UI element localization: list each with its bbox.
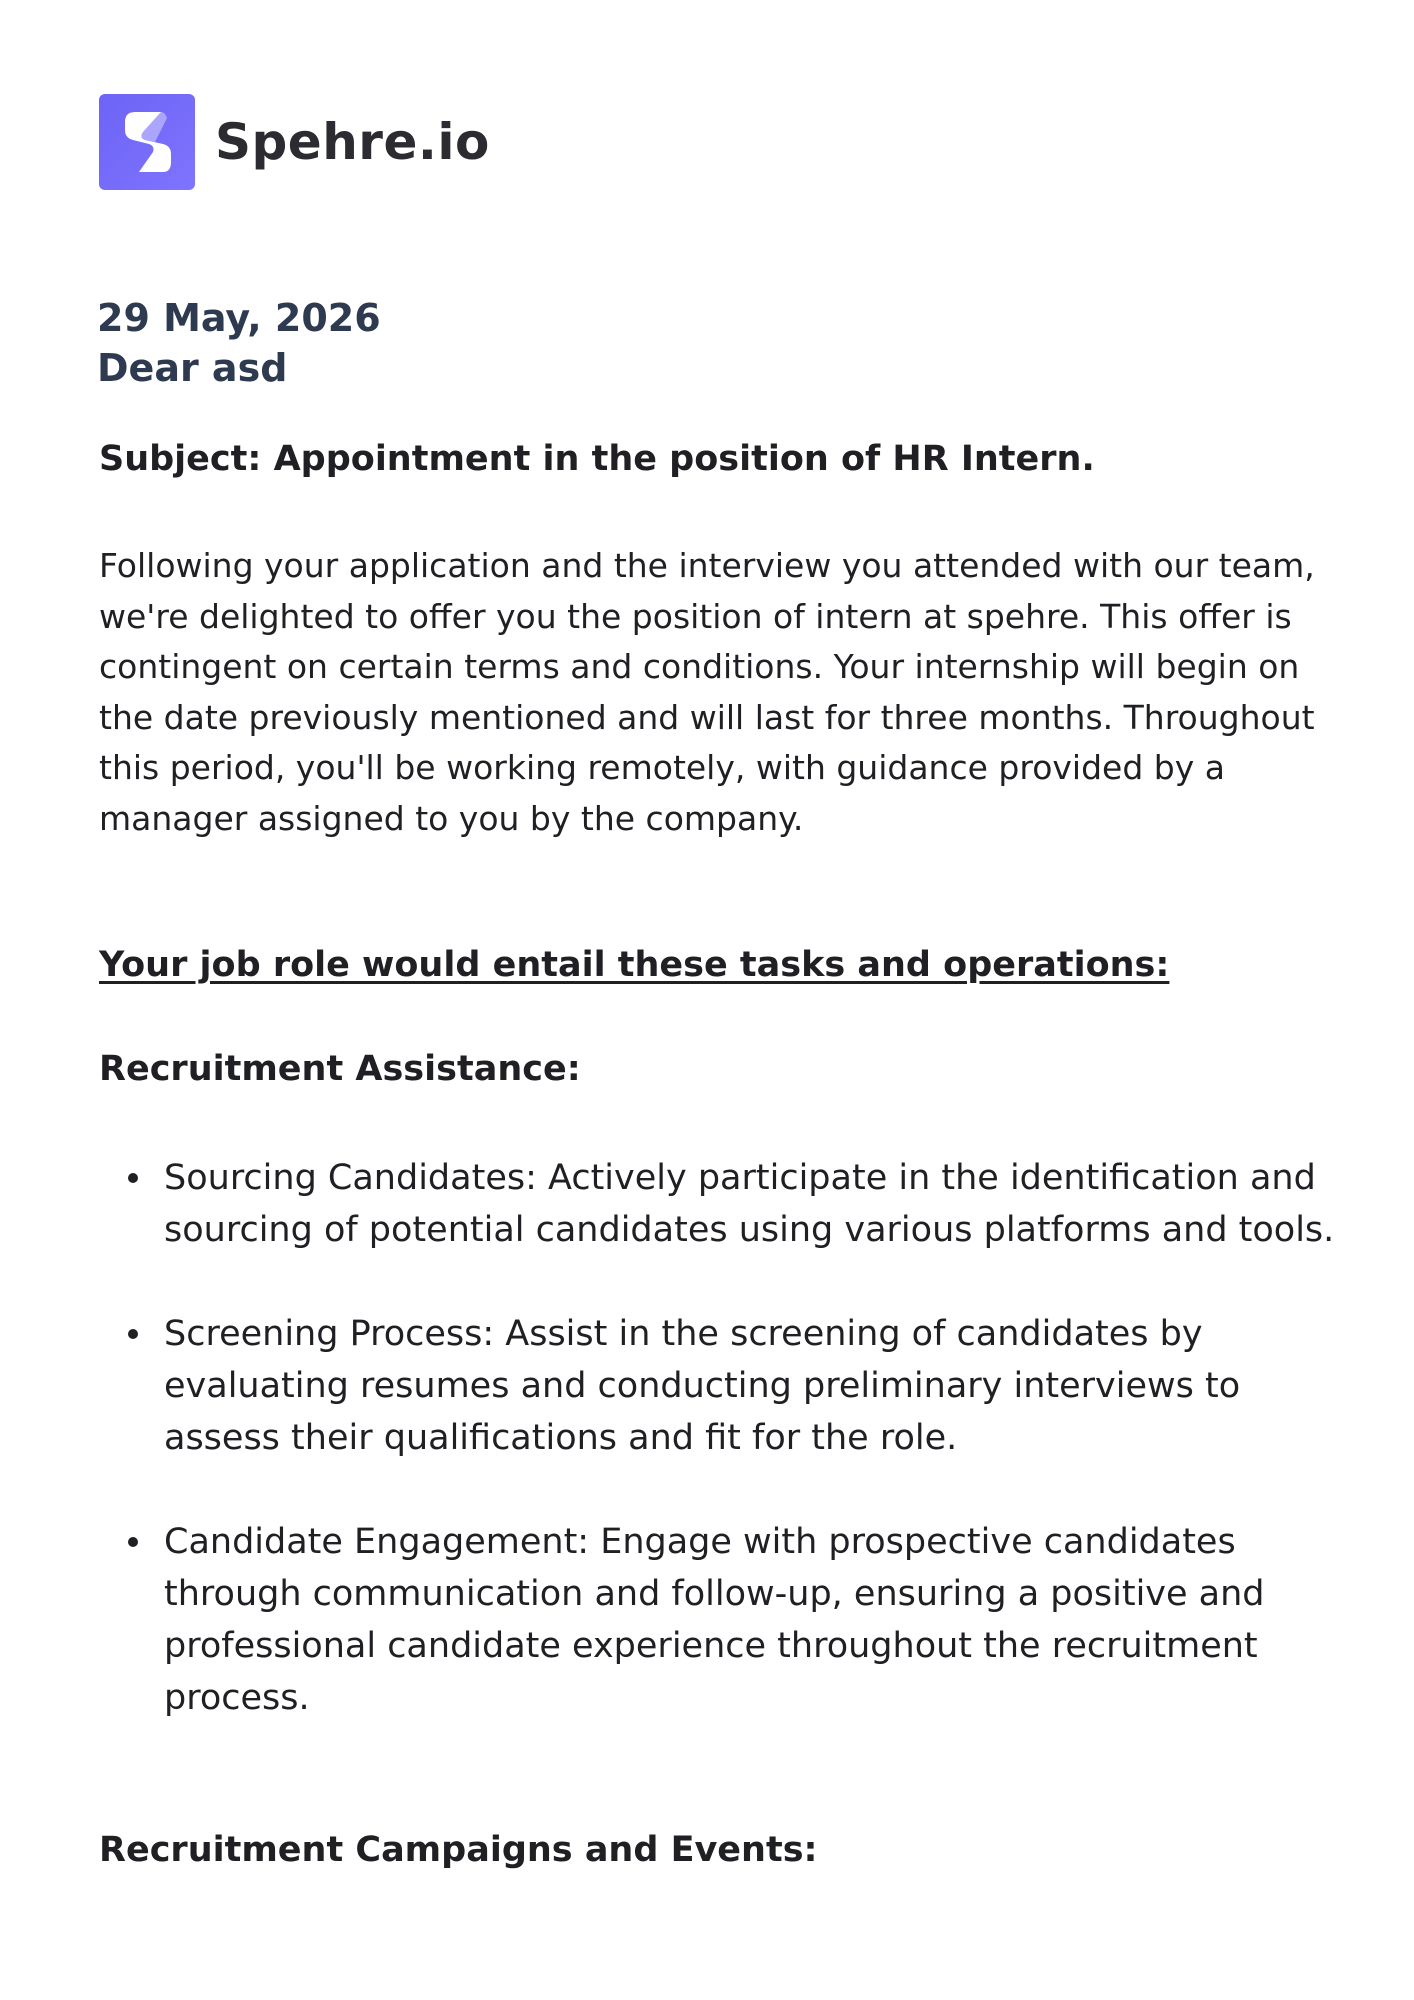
letter-date: 29 May, 2026 [97,296,381,340]
letter-greeting: Dear asd [97,346,288,390]
list-item [99,1152,1339,1256]
bullet-icon [128,1329,138,1339]
intro-paragraph: Following your application and the interview you attended with our team, we're delighted to offer you the position of intern at spehre. This offer is contingent on certain terms and conditions. Your internship will begin on the date previously mentioned and will last for three months. Throughout this period, you'll be working remotely, with guidance provided by a manager assigned to you by the company. [99,546,1315,838]
list-item [99,1516,1339,1724]
company-name: Spehre.io [215,113,490,171]
bullet-icon [128,1537,138,1547]
bullet-icon [128,1173,138,1183]
job-role-heading: Your job role would entail these tasks and operations: [99,945,1170,985]
list-item [99,1308,1339,1464]
section-heading-recruitment-assistance: Recruitment Assistance: [99,1049,581,1089]
list-item-text: Screening Process: Assist in the screening of candidates by evaluating resumes and conducting preliminary interviews to assess their qualifications and fit for the role. [164,1314,1241,1458]
s-logo-icon [99,94,195,190]
company-logo [99,94,490,190]
list-item-text: Sourcing Candidates: Actively participate in the identification and sourcing of potential candidates using various platforms and tools. [164,1158,1335,1250]
letter-subject: Subject: Appointment in the position of HR Intern. [99,439,1095,479]
section-heading-recruitment-campaigns: Recruitment Campaigns and Events: [99,1830,818,1870]
list-item-text: Candidate Engagement: Engage with prospective candidates through communication and follow-up, ensuring a positive and professional candidate experience throughout the recruitment process. [164,1522,1265,1718]
recruitment-assistance-list [99,1152,1339,1776]
